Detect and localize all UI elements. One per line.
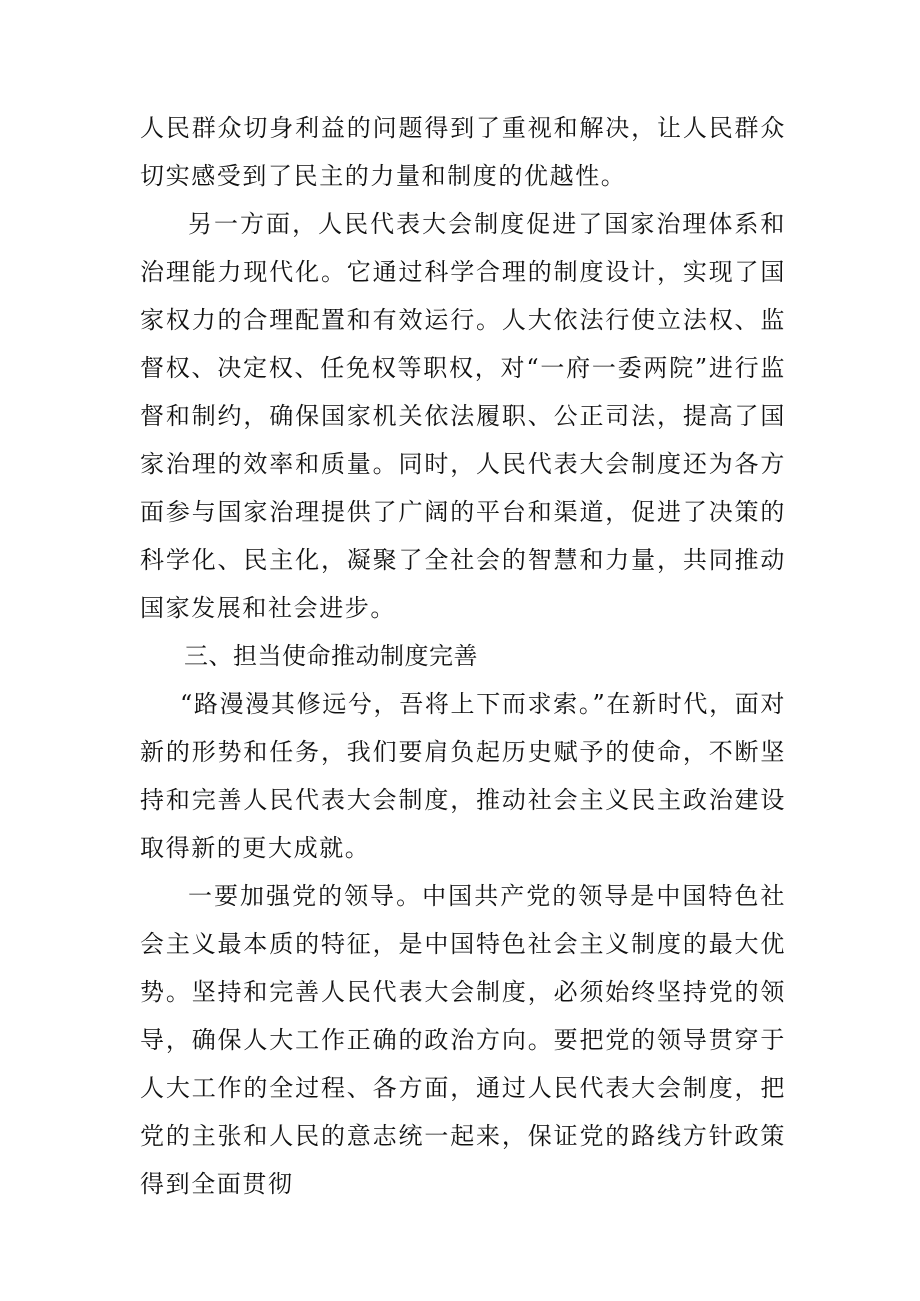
section-heading: 三、担当使命推动制度完善 (184, 642, 478, 670)
paragraph-quote: “路漫漫其修远兮，吾将上下而求索。”在新时代，面对新的形势和任务，我们要肩负起历史赋予的使命，不断坚持和完善人民代表大会制度，推动社会主义民主政治建设取得新的更大成就。 (140, 690, 786, 862)
paragraph-party-leadership: 一要加强党的领导。中国共产党的领导是中国特色社会主义最本质的特征，是中国特色社会主义制度的最大优势。坚持和完善人民代表大会制度，必须始终坚持党的领导，确保人大工作正确的政治方向。要把党的领导贯穿于人大工作的全过程、各方面，通过人民代表大会制度，把党的主张和人民的意志统一起来，保证党的路线方针政策得到全面贯彻 (140, 882, 786, 1198)
document-body (140, 104, 786, 1208)
paragraph-governance: 另一方面，人民代表大会制度促进了国家治理体系和治理能力现代化。它通过科学合理的制度设计，实现了国家权力的合理配置和有效运行。人大依法行使立法权、监督权、决定权、任免权等职权，对“一府一委两院”进行监督和制约，确保国家机关依法履职、公正司法，提高了国家治理的效率和质量。同时，人民代表大会制度还为各方面参与国家治理提供了广阔的平台和渠道，促进了决策的科学化、民主化，凝聚了全社会的智慧和力量，共同推动国家发展和社会进步。 (140, 210, 786, 622)
paragraph-continuation: 人民群众切身利益的问题得到了重视和解决，让人民群众切实感受到了民主的力量和制度的优越性。 (140, 114, 786, 190)
